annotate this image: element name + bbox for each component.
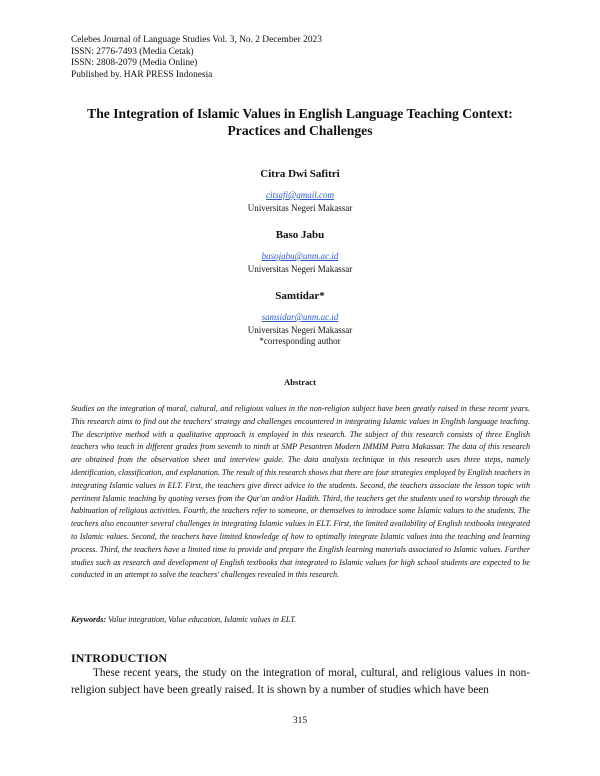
paper-title-line-1: The Integration of Islamic Values in English Language Teaching Context: (87, 106, 513, 121)
author-name: Citra Dwi Safitri (260, 168, 340, 180)
journal-citation: Celebes Journal of Language Studies Vol. 3, No. 2 December 2023 (71, 35, 322, 45)
author-block-1 (0, 168, 600, 214)
page-number: 315 (292, 716, 308, 726)
author-name: Baso Jabu (275, 229, 325, 241)
publisher: Published by. HAR PRESS Indonesia (71, 69, 213, 80)
author-name: Samtidar* (275, 290, 325, 302)
introduction-text: These recent years, the study on the integration of moral, cultural, and religious values in non-religion subject have been greatly raised. It is shown by a number of studies which have been (71, 667, 530, 696)
keywords-label: Keywords: (71, 615, 107, 624)
issn-online: ISSN: 2808-2079 (Media Online) (71, 58, 198, 69)
author-email-link[interactable]: citsafi@gmail.com (265, 190, 335, 200)
keywords-value: Value integration, Value education, Islamic values in ELT. (108, 615, 297, 624)
abstract-heading: Abstract (284, 377, 316, 387)
introduction-heading: INTRODUCTION (71, 651, 168, 665)
author-affiliation: Universitas Negeri Makassar (247, 264, 353, 274)
paper-title-line-2: Practices and Challenges (227, 123, 373, 138)
author-block-2 (0, 229, 600, 275)
corresponding-author-note: *corresponding author (259, 336, 341, 346)
author-affiliation: Universitas Negeri Makassar (247, 325, 353, 335)
journal-header (71, 35, 322, 81)
author-email-link[interactable]: samsidar@unm.ac.id (261, 312, 339, 322)
author-affiliation: Universitas Negeri Makassar (247, 203, 353, 213)
author-block-3 (0, 290, 600, 347)
author-email-link[interactable]: basojabu@unm.ac.id (261, 251, 339, 261)
keywords-line (71, 614, 530, 625)
paper-title (60, 105, 540, 139)
abstract-text: Studies on the integration of moral, cultural, and religious values in the non-religion subject have been greatly raised in these recent years. This research aims to find out the teachers' strategy and challenges encountered in integrating Islamic values in English language teaching. The descriptive method with a qualitative approach is employed in this research. The subject of this research consists of three English teachers who teach in different grades from seventh to ninth at SMP Pesantren Modern IMMIM Putra Makassar. The data of this research are obtained from the observation sheet and interview guide. The data analysis technique in this research uses three steps, namely identification, classification, and explanation. The result of this research shows that there are four strategies employed by English teachers in integrating Islamic values in ELT. First, the teachers give direct advice to the students. Second, the teachers associate the lesson topic with pertinent Islamic teaching by quoting verses from the Qur'an and/or Hadith. Third, the teachers get the students used to worship through the habituation of religious activities. Fourth, the teachers refer to someone, or themselves to introduce some Islamic values to the students. The teachers also encounter several challenges in integrating Islamic values in ELT. First, the limited availability of English textbooks integrated to Islamic values. Second, the teachers have limited knowledge of how to optimally integrate Islamic values into the teaching and learning process. Third, the teachers have a limited time to provide and prepare the English learning materials associated to Islamic values. Further studies such as research and development of English textbooks that integrated to Islamic values for high school students are expected to be conducted in an attempt to solve the teachers' challenges revealed in this research. (71, 404, 530, 580)
issn-print: ISSN: 2776-7493 (Media Cetak) (71, 46, 194, 57)
